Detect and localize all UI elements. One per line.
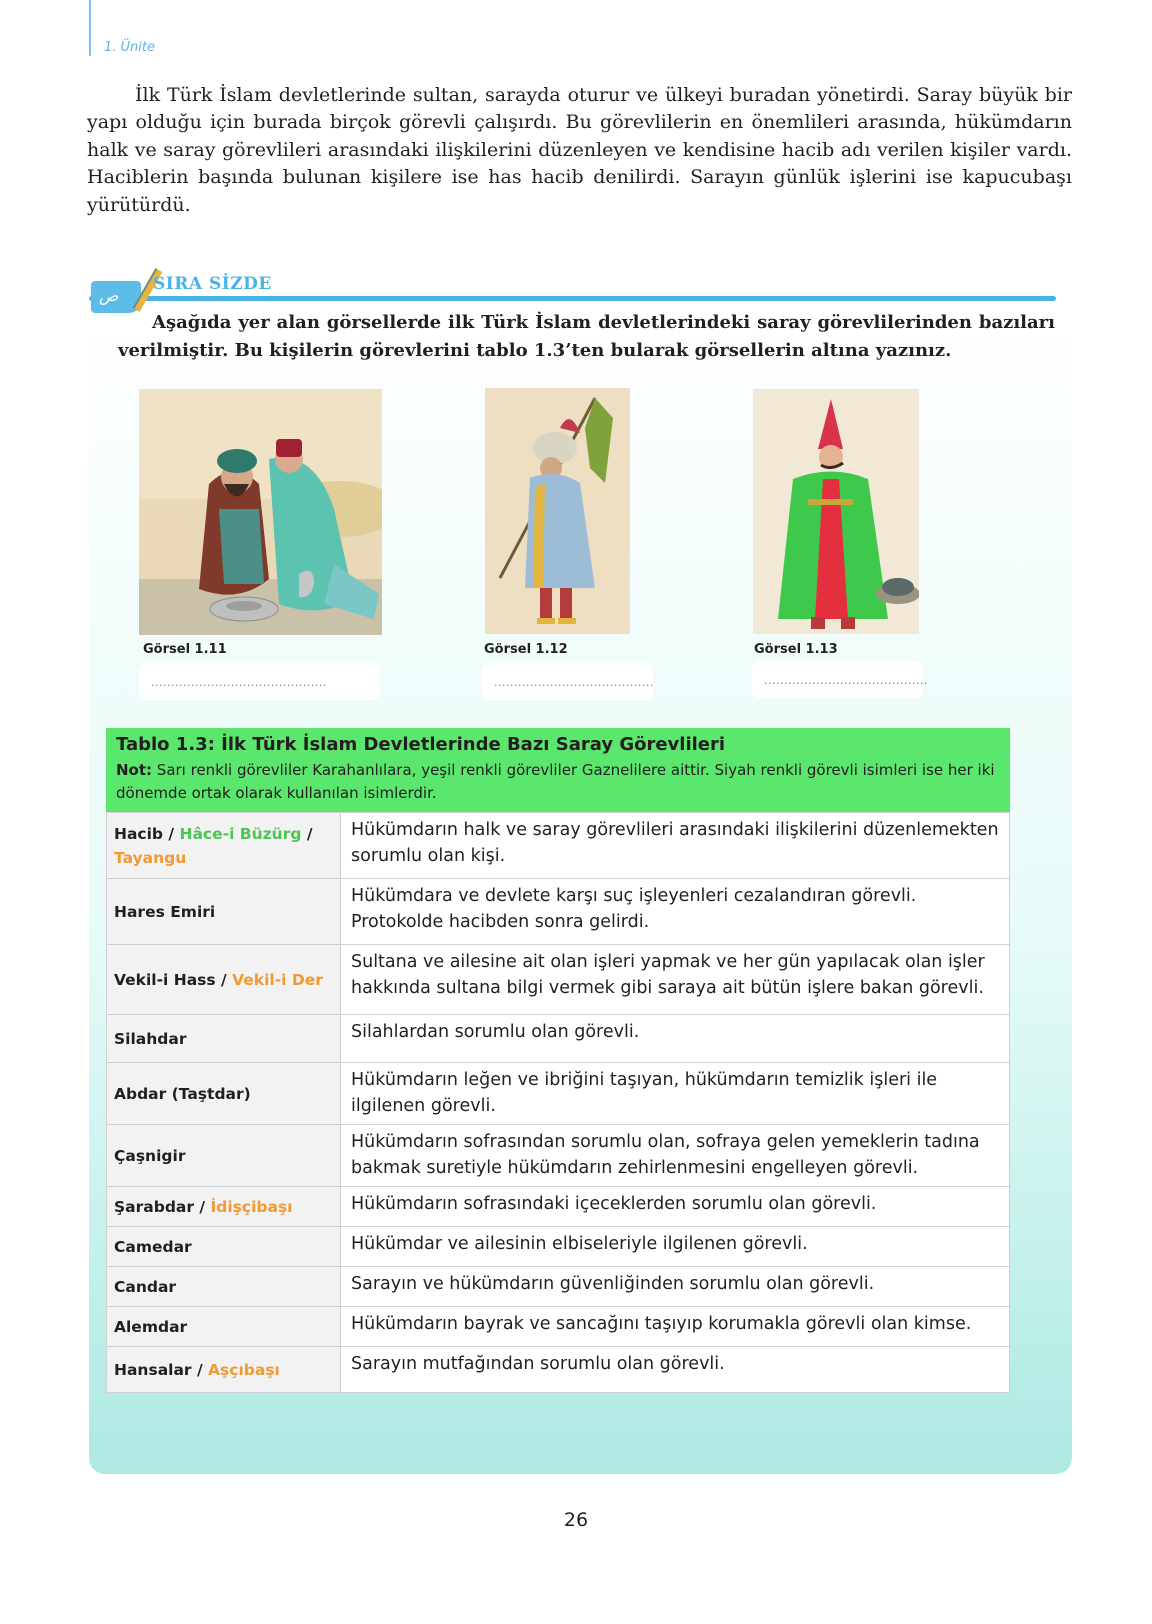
- duty-description: Hükümdarın bayrak ve sancağını taşıyıp korumakla görevli olan kimse.: [341, 1307, 1010, 1347]
- duty-name: Hâce-i Büzürg: [179, 824, 302, 843]
- unit-label: 1. Ünite: [104, 40, 155, 55]
- duty-description: Hükümdarın sofrasındaki içeceklerden sorumlu olan görevli.: [341, 1187, 1010, 1227]
- duty-name-cell: [107, 1063, 341, 1125]
- note-text: Sarı renkli görevliler Karahanlılara, yeşil renkli görevliler Gaznelilere aittir. Siyah renkli görevli isimleri ise her iki dönemde ortak olarak kullanılan isimlerdir.: [116, 761, 995, 802]
- figure-1-11-caption: Görsel 1.11: [143, 642, 227, 657]
- table-header: [106, 728, 1010, 812]
- table-row: [107, 945, 1010, 1015]
- duty-name-cell: [107, 1347, 341, 1393]
- duty-name: İdişçibaşı: [210, 1197, 293, 1216]
- activity-header-bar: [89, 296, 1056, 301]
- duty-name: Tayangu: [114, 848, 187, 867]
- activity-instruction: Aşağıda yer alan görsellerde ilk Türk İslam devletlerindeki saray görevlilerinden bazıları verilmiştir. Bu kişilerin görevlerini tablo 1.3’ten bularak görsellerin altına yazınız.: [118, 312, 1055, 361]
- duty-name: Alemdar: [114, 1317, 188, 1336]
- answer-blank: ........................................: [494, 676, 654, 689]
- figure-1-11-answer-field[interactable]: [139, 663, 380, 700]
- duty-name: Vekil-i Der: [232, 970, 323, 989]
- table-row: [107, 1307, 1010, 1347]
- duty-name-cell: [107, 1125, 341, 1187]
- figure-1-12-caption: Görsel 1.12: [484, 642, 568, 657]
- duty-name: Candar: [114, 1277, 177, 1296]
- duties-table: [106, 812, 1010, 1393]
- duty-name: Silahdar: [114, 1029, 187, 1048]
- table-row: [107, 813, 1010, 879]
- duty-description: Hükümdar ve ailesinin elbiseleriyle ilgilenen görevli.: [341, 1227, 1010, 1267]
- duty-name: Hansalar: [114, 1360, 192, 1379]
- table-row: [107, 1227, 1010, 1267]
- figure-1-12-image: [485, 388, 630, 634]
- duty-name: Çaşnigir: [114, 1146, 186, 1165]
- duty-description: Silahlardan sorumlu olan görevli.: [341, 1015, 1010, 1063]
- answer-blank: ............................................: [151, 676, 327, 689]
- duty-name: Hares Emiri: [114, 902, 216, 921]
- page-number: 26: [563, 1509, 589, 1531]
- duty-name: Aşçıbaşı: [208, 1360, 280, 1379]
- name-separator: /: [163, 824, 180, 843]
- duty-name-cell: [107, 945, 341, 1015]
- duty-name-cell: [107, 1015, 341, 1063]
- duty-name: Hacib: [114, 824, 164, 843]
- duty-description: Hükümdarın halk ve saray görevlileri arasındaki ilişkilerini düzenlemekten sorumlu olan kişi.: [341, 813, 1010, 879]
- note-label: Not:: [116, 761, 153, 779]
- duty-name-cell: [107, 1307, 341, 1347]
- name-separator: /: [191, 1360, 209, 1379]
- figure-1-11-image: [139, 389, 382, 635]
- table-row: [107, 879, 1010, 945]
- answer-blank: .........................................: [764, 674, 928, 687]
- duty-description: Sarayın mutfağından sorumlu olan görevli.: [341, 1347, 1010, 1393]
- name-separator: /: [194, 1197, 211, 1216]
- figure-1-13-caption: Görsel 1.13: [754, 642, 838, 657]
- duty-name: Şarabdar: [114, 1197, 195, 1216]
- table-row: [107, 1187, 1010, 1227]
- duty-name-cell: [107, 879, 341, 945]
- duty-name-cell: [107, 1187, 341, 1227]
- figure-1-12-answer-field[interactable]: [482, 663, 653, 700]
- table-title: Tablo 1.3: İlk Türk İslam Devletlerinde Bazı Saray Görevlileri: [116, 734, 726, 755]
- duty-description: Sultana ve ailesine ait olan işleri yapmak ve her gün yapılacak olan işler hakkında sultana bilgi vermek gibi saraya ait bütün işlere bakan görevli.: [341, 945, 1010, 1015]
- figure-1-13-answer-field[interactable]: [752, 661, 928, 698]
- duty-name: Vekil-i Hass: [114, 970, 216, 989]
- duty-description: Sarayın ve hükümdarın güvenliğinden sorumlu olan görevli.: [341, 1267, 1010, 1307]
- duty-name-cell: [107, 1227, 341, 1267]
- duty-name: Camedar: [114, 1237, 192, 1256]
- duty-name-cell: [107, 1267, 341, 1307]
- duty-name-cell: [107, 813, 341, 879]
- intro-paragraph: İlk Türk İslam devletlerinde sultan, sarayda oturur ve ülkeyi buradan yönetirdi. Saray büyük bir yapı olduğu için burada birçok görevli çalışırdı. Bu görevlilerin en önemlileri arasında, hükümdarın halk ve saray görevlileri arasındaki ilişkilerini düzenleyen ve kendisine hacib adı verilen kişiler vardı. Haciblerin başında bulunan kişilere ise has hacib denilirdi. Sarayın günlük işlerini ise kapucubaşı yürütürdü.: [87, 84, 1072, 216]
- duty-name: Abdar (Taştdar): [114, 1084, 251, 1103]
- figure-1-13-image: [753, 389, 919, 634]
- table-row: [107, 1125, 1010, 1187]
- name-separator: /: [215, 970, 233, 989]
- duty-description: Hükümdarın leğen ve ibriğini taşıyan, hükümdarın temizlik işleri ile ilgilenen görevli.: [341, 1063, 1010, 1125]
- table-row: [107, 1015, 1010, 1063]
- name-separator: /: [301, 824, 313, 843]
- table-row: [107, 1267, 1010, 1307]
- table-row: [107, 1063, 1010, 1125]
- table-note: [116, 759, 1004, 805]
- duty-description: Hükümdarın sofrasından sorumlu olan, sofraya gelen yemeklerin tadına bakmak suretiyle hükümdarın zehirlenmesini engelleyen görevli.: [341, 1125, 1010, 1187]
- writing-icon: ص: [91, 281, 141, 313]
- table-row: [107, 1347, 1010, 1393]
- duty-description: Hükümdara ve devlete karşı suç işleyenleri cezalandıran görevli. Protokolde hacibden sonra gelirdi.: [341, 879, 1010, 945]
- unit-divider-line: [89, 0, 91, 56]
- activity-title: SIRA SİZDE: [153, 274, 272, 294]
